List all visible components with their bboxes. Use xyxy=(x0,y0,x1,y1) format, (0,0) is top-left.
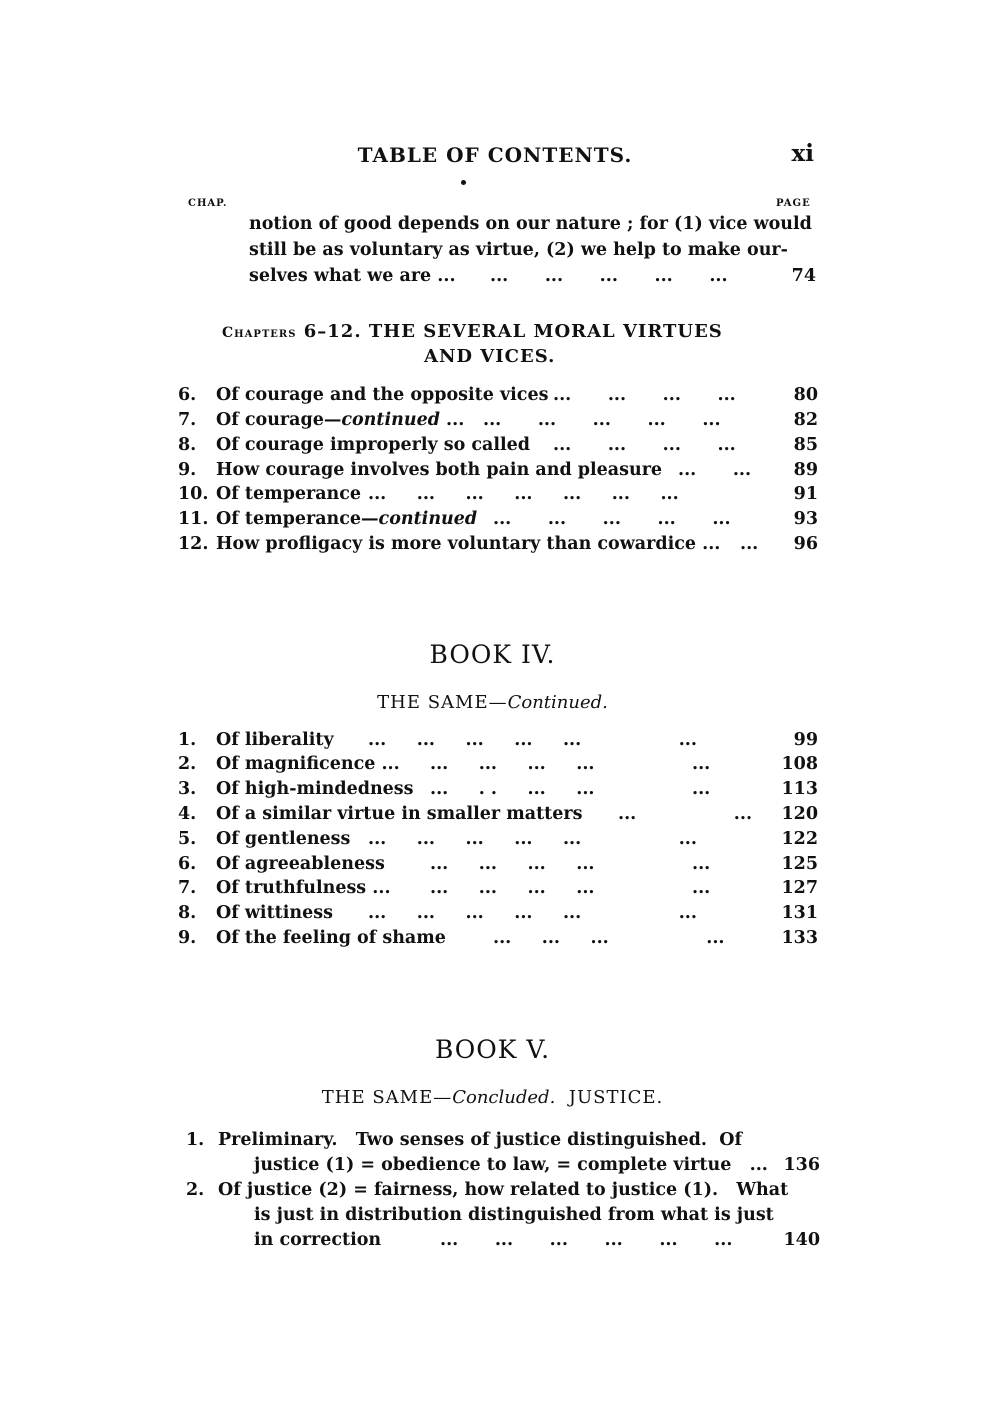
page-header-title: TABLE OF CONTENTS. xyxy=(357,143,633,167)
entry-number: 8. xyxy=(178,903,197,923)
entry-line: Of justice (2) = fairness, how related to justice (1). What xyxy=(218,1180,789,1200)
toc-entry xyxy=(178,532,818,557)
toc-entry xyxy=(178,408,818,433)
entry-number: 4. xyxy=(178,804,197,824)
continuation-line-3: selves what we are ... xyxy=(249,266,456,286)
leader-dots: ... ... ... ... xyxy=(493,928,725,948)
leader-dots: ... ... ... ... ... ... xyxy=(368,903,697,923)
continuation-line-2: still be as voluntary as virtue, (2) we help to make our- xyxy=(249,240,788,260)
entry-page: 99 xyxy=(793,730,818,750)
entry-title: Of courage and the opposite vices xyxy=(216,385,549,405)
toc-entry xyxy=(178,507,818,532)
continuation-line-1: notion of good depends on our nature ; for (1) vice would xyxy=(249,214,812,234)
leader-dots: ... ... ... ... ... xyxy=(430,878,711,898)
entry-title: How profligacy is more voluntary than cowardice ... xyxy=(216,534,721,554)
entry-title xyxy=(216,507,477,532)
leader-dots: ... ... ... ... ... xyxy=(493,509,731,529)
subtitle-italic: Continued. xyxy=(507,692,608,713)
page-label: PAGE xyxy=(776,198,811,209)
entry-number: 9. xyxy=(178,928,197,948)
chapters-title-line1: THE SEVERAL MORAL VIRTUES xyxy=(368,321,723,342)
entry-number: 3. xyxy=(178,779,197,799)
entry-number: 1. xyxy=(178,730,197,750)
entry-page: 89 xyxy=(793,460,818,480)
entry-title: Of the feeling of shame xyxy=(216,928,446,948)
toc-entry xyxy=(178,433,818,458)
subtitle-italic: Concluded. xyxy=(452,1087,556,1108)
toc-entry xyxy=(178,482,818,507)
entry-title: Of magnificence ... xyxy=(216,754,400,774)
book-iv-subtitle xyxy=(0,692,985,713)
toc-entry xyxy=(178,852,818,877)
chapters-prefix: Chapters xyxy=(222,325,297,341)
toc-entry xyxy=(178,926,818,951)
entry-title-italic: continued xyxy=(378,509,478,529)
entry-page: 136 xyxy=(783,1155,820,1175)
entry-title: Of a similar virtue in smaller matters xyxy=(216,804,583,824)
continuation-page: 74 xyxy=(791,266,816,286)
entry-title: Of high-mindedness xyxy=(216,779,414,799)
toc-entry xyxy=(178,728,818,753)
leader-dots: ... xyxy=(740,534,759,554)
entry-number: 8. xyxy=(178,435,197,455)
entry-line: is just in distribution distinguished from what is just xyxy=(254,1205,774,1225)
entry-title: Of temperance xyxy=(216,484,362,504)
toc-entry xyxy=(178,827,818,852)
entry-title: Of courage improperly so called xyxy=(216,435,531,455)
entry-title: Of wittiness xyxy=(216,903,333,923)
toc-entry xyxy=(178,777,818,802)
chap-label: CHAP. xyxy=(188,198,228,209)
leader-dots: ... ... ... ... ... ... xyxy=(368,730,697,750)
chapters-range: 6–12. xyxy=(303,321,362,342)
entry-number: 12. xyxy=(178,534,209,554)
entry-page: 133 xyxy=(781,928,818,948)
entry-title-suffix: ... xyxy=(439,410,465,430)
entry-page: 80 xyxy=(793,385,818,405)
leader-dots: ... ... ... ... ... ... xyxy=(440,1230,733,1250)
entry-page: 93 xyxy=(793,509,818,529)
book-iv-heading: BOOK IV. xyxy=(429,640,556,669)
leader-dots: ... . . ... ... ... xyxy=(430,779,711,799)
entry-line: in correction xyxy=(254,1230,382,1250)
entry-number: 1. xyxy=(186,1130,205,1150)
toc-entry xyxy=(178,901,818,926)
entry-page: 120 xyxy=(781,804,818,824)
entry-number: 7. xyxy=(178,878,197,898)
entry-title-plain: Of courage— xyxy=(216,410,342,430)
leader-dots: ... ... ... ... xyxy=(553,385,736,405)
ink-dot xyxy=(461,180,466,185)
entry-page: 125 xyxy=(781,854,818,874)
entry-page: 85 xyxy=(793,435,818,455)
entry-title xyxy=(216,408,464,433)
page-numeral: xi xyxy=(791,140,814,167)
leader-dots: ... ... xyxy=(618,804,753,824)
entry-title: Of gentleness xyxy=(216,829,351,849)
book-v-heading: BOOK V. xyxy=(434,1035,551,1064)
entry-number: 7. xyxy=(178,410,197,430)
toc-entry xyxy=(178,802,818,827)
entry-number: 10. xyxy=(178,484,209,504)
entry-number: 6. xyxy=(178,385,197,405)
entry-page: 113 xyxy=(781,779,818,799)
entry-number: 11. xyxy=(178,509,209,529)
subtitle-suffix: JUSTICE. xyxy=(568,1087,664,1108)
entry-title: Of liberality xyxy=(216,730,334,750)
entry-title-italic: continued xyxy=(341,410,440,430)
entry-page: 140 xyxy=(783,1230,820,1250)
entry-number: 2. xyxy=(178,754,197,774)
entry-number: 5. xyxy=(178,829,197,849)
leader-dots: ... ... ... ... ... xyxy=(430,854,711,874)
entry-number: 6. xyxy=(178,854,197,874)
chapters-title-line2: AND VICES. xyxy=(424,346,556,367)
entry-page: 96 xyxy=(793,534,818,554)
leader-dots: ... ... ... ... xyxy=(553,435,736,455)
leader-dots: ... ... xyxy=(678,460,752,480)
entry-line: Preliminary. Two senses of justice distinguished. Of xyxy=(218,1130,742,1150)
leader-dots: ... ... ... ... ... ... ... xyxy=(368,484,679,504)
entry-page: 127 xyxy=(781,878,818,898)
book-v-subtitle xyxy=(0,1087,985,1108)
subtitle-plain: THE SAME— xyxy=(377,692,508,713)
entry-title: How courage involves both pain and pleasure xyxy=(216,460,663,480)
entry-title: Of agreeableness xyxy=(216,854,385,874)
entry-page: 91 xyxy=(793,484,818,504)
entry-page: 122 xyxy=(781,829,818,849)
leader-dots: ... ... ... ... ... xyxy=(490,266,728,286)
entry-number: 9. xyxy=(178,460,197,480)
leader-dots: ... ... ... ... ... xyxy=(483,410,721,430)
entry-number: 2. xyxy=(186,1180,205,1200)
toc-entry xyxy=(178,458,818,483)
entry-page: 131 xyxy=(781,903,818,923)
toc-entry xyxy=(178,876,818,901)
toc-entry xyxy=(178,752,818,777)
leader-dots: ... ... ... ... ... xyxy=(430,754,711,774)
entry-page: 82 xyxy=(793,410,818,430)
entry-title-plain: Of temperance— xyxy=(216,509,379,529)
chapters-heading xyxy=(222,321,723,342)
entry-line: justice (1) = obedience to law, = complete virtue ... xyxy=(254,1155,768,1175)
entry-title: Of truthfulness ... xyxy=(216,878,391,898)
toc-entry xyxy=(178,383,818,408)
entry-page: 108 xyxy=(781,754,818,774)
leader-dots: ... ... ... ... ... ... xyxy=(368,829,697,849)
subtitle-plain: THE SAME— xyxy=(321,1087,453,1108)
